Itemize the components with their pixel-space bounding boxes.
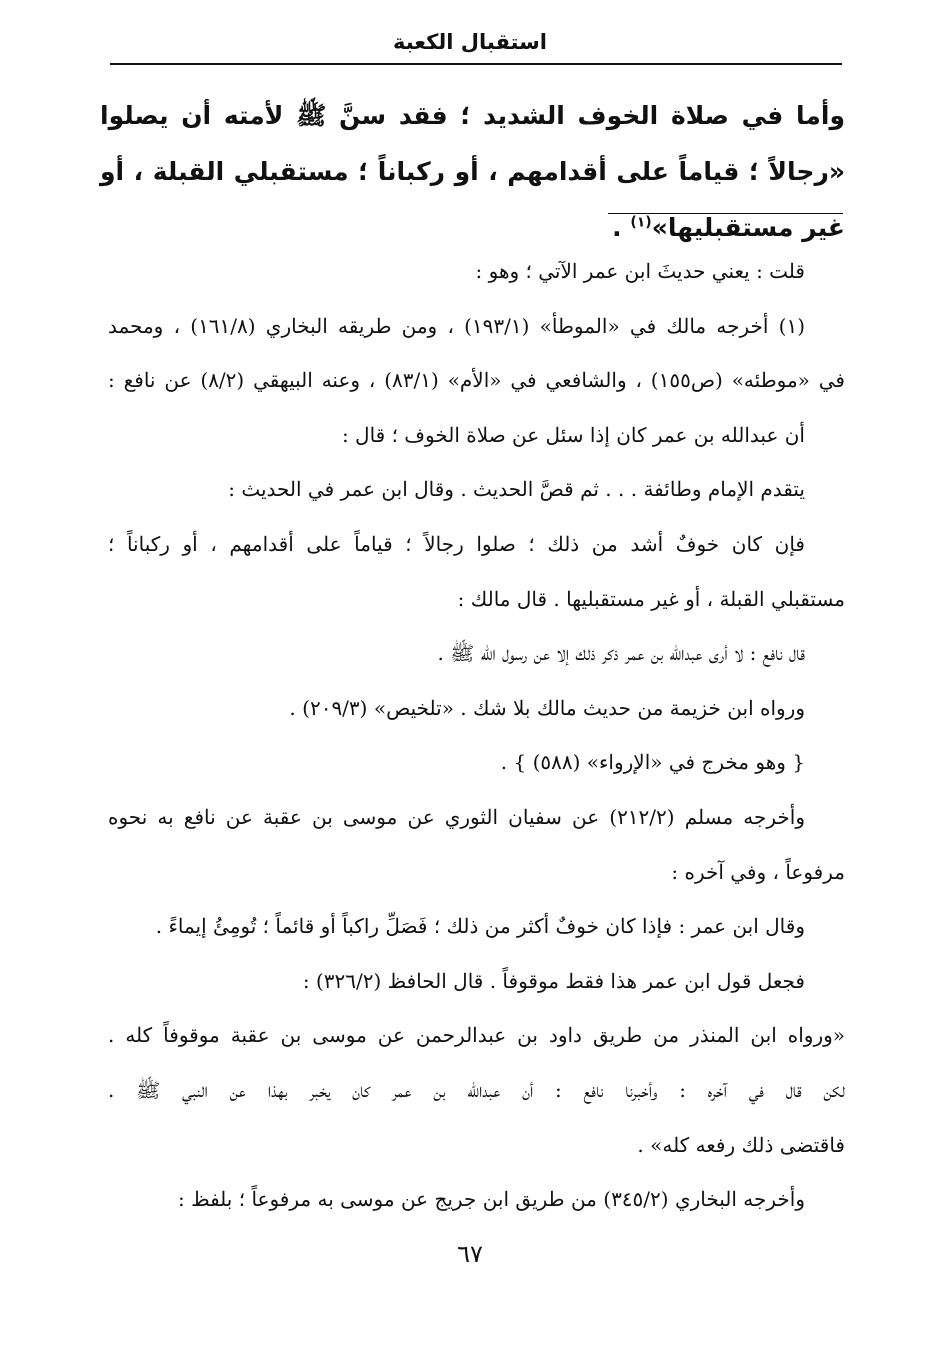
note-line: { وهو مخرج في «الإرواء» (٥٨٨) } . [500, 750, 805, 775]
note-line: ورواه ابن خزيمة من حديث مالك بلا شك . «تلخيص» (٢٠٩/٣) . [289, 695, 805, 720]
note-line: فاقتضى ذلك رفعه كله» . [637, 1132, 845, 1157]
note-line: (١) أخرجه مالك في «الموطأ» (١٩٣/١) ، ومن طريقه البخاري (١٦١/٨) ، ومحمد [108, 313, 805, 338]
running-header-title: استقبال الكعبة [393, 30, 547, 54]
note-line: قال نافع : لا أرى عبدالله بن عمر ذكر ذلك إلا عن رسول الله ﷺ . [437, 641, 805, 666]
note-line: في «موطئه» (ص١٥٥) ، والشافعي في «الأم» (٨٣/١) ، وعنه البيهقي (٨/٢) عن نافع : [108, 368, 845, 393]
footnote-separator [608, 213, 843, 214]
main-paragraph-text: وأما في صلاة الخوف الشديد ؛ فقد سنَّ ﷺ لأمته أن يصلوا «رجالاً ؛ قياماً على أقدامهم ، أو ركباناً ؛ مستقبلي القبلة ، أو غير مستقبليها» [100, 101, 845, 242]
note-line: «ورواه ابن المنذر من طريق داود بن عبدالرحمن عن موسى بن عقبة موقوفاً كله . [108, 1023, 845, 1048]
note-line: يتقدم الإمام وطائفة . . . ثم قصَّ الحديث . وقال ابن عمر في الحديث : [228, 477, 805, 502]
note-line: مرفوعاً ، وفي آخره : [671, 859, 845, 884]
note-line: فإن كان خوفٌ أشد من ذلك ؛ صلوا رجالاً ؛ قياماً على أقدامهم ، أو ركباناً ؛ [108, 531, 805, 556]
page-number: ٦٧ [457, 1240, 483, 1268]
note-line: أن عبدالله بن عمر كان إذا سئل عن صلاة الخوف ؛ قال : [341, 422, 805, 447]
footnote-section [108, 244, 845, 1227]
note-line: وأخرجه مسلم (٢١٢/٢) عن سفيان الثوري عن موسى بن عقبة عن نافع به نحوه [108, 804, 805, 829]
note-line: وقال ابن عمر : فإذا كان خوفٌ أكثر من ذلك ؛ فَصَلِّ راكباً أو قائماً ؛ تُومِئُ إيماءً . [155, 914, 805, 939]
note-line: قلت : يعني حديثَ ابن عمر الآتي ؛ وهو : [475, 259, 805, 283]
main-paragraph-end: . [612, 213, 631, 242]
note-line: مستقبلي القبلة ، أو غير مستقبليها . قال مالك : [457, 586, 845, 611]
header-rule [110, 63, 842, 65]
note-line: لكن قال في آخره : وأخبرنا نافع : أن عبدالله بن عمر كان يخبر بهذا عن النبي ﷺ . [108, 1077, 845, 1102]
main-paragraph [100, 88, 845, 256]
note-line: فجعل قول ابن عمر هذا فقط موقوفاً . قال الحافظ (٣٢٦/٢) : [302, 968, 805, 993]
note-line: وأخرجه البخاري (٣٤٥/٢) من طريق ابن جريج عن موسى به مرفوعاً ؛ بلفظ : [177, 1187, 805, 1212]
footnote-marker: (١) [630, 214, 652, 231]
